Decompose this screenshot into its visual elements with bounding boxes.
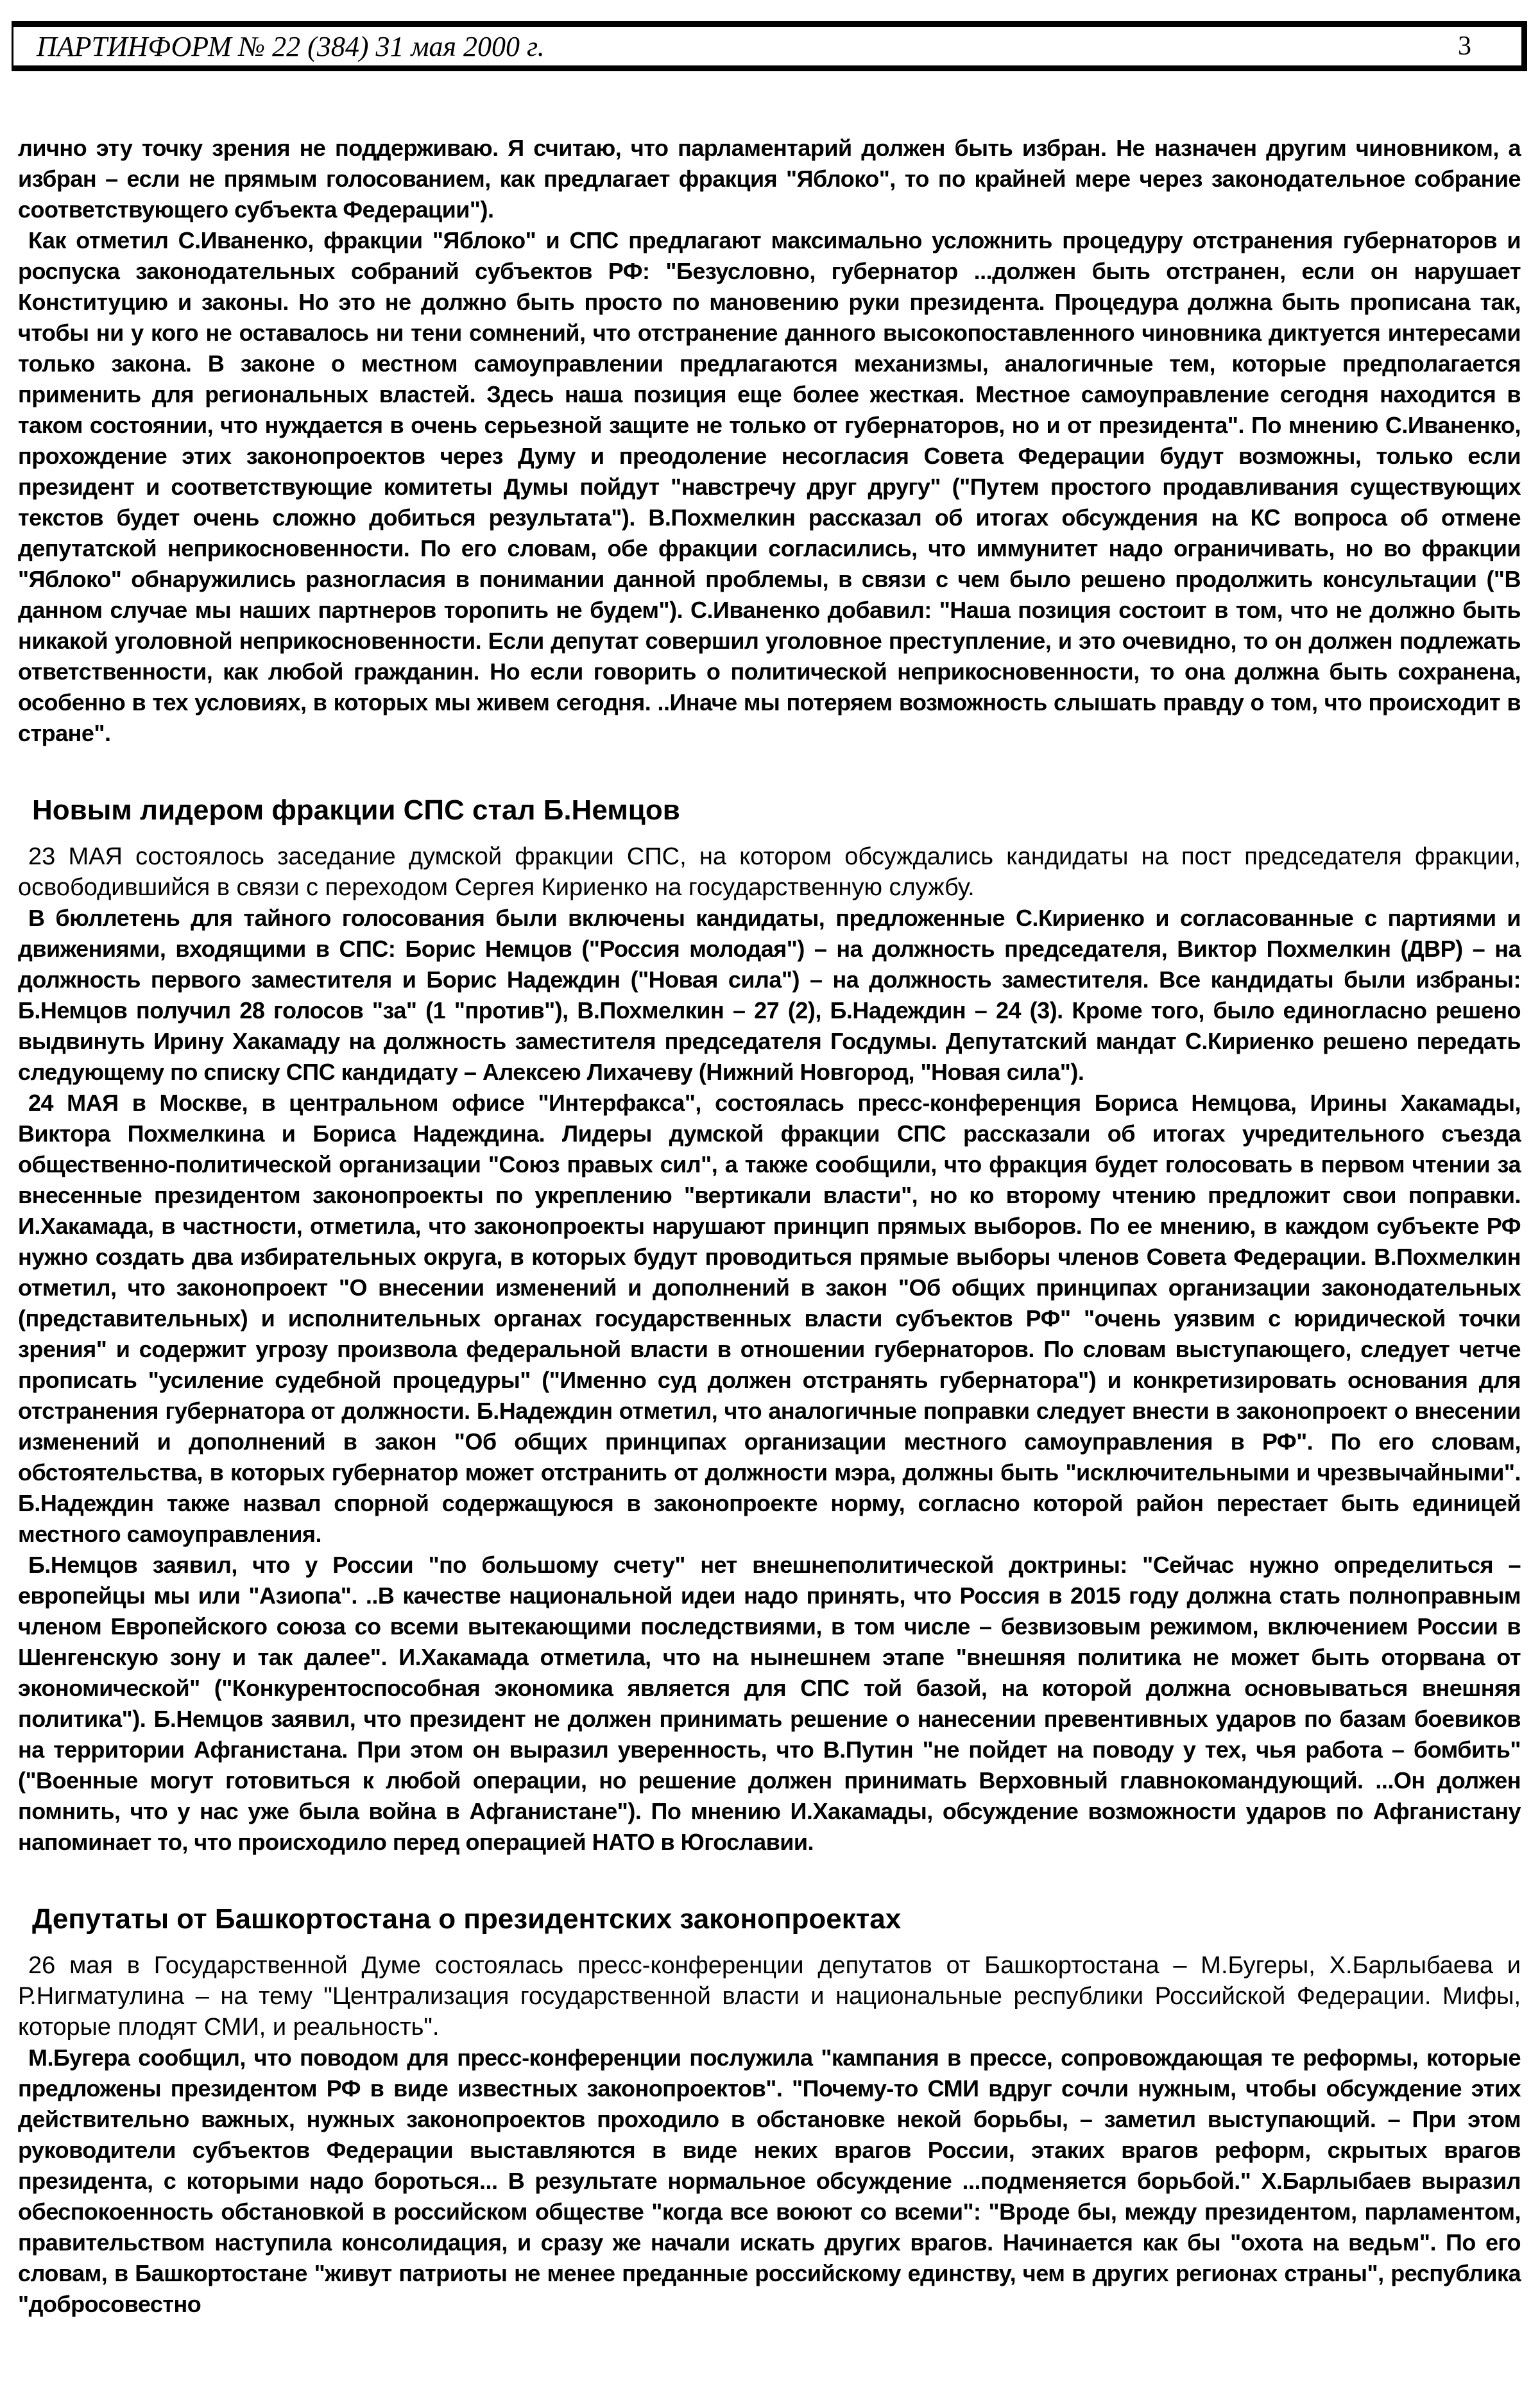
page-number: 3 <box>1458 31 1471 61</box>
body-paragraph: Б.Немцов заявил, что у России "по большому счету" нет внешнеполитической доктрины: "Сейчас нужно определиться – европейцы мы или "Азиопа". ..В качестве национальной идеи надо принять, что Россия в 2015 году должна стать полноправным членом Европейского союза со всеми вытекающими последствиями, в том числе – безвизовым режимом, включением России в Шенгенскую зону и так далее". И.Хакамада отметила, что на нынешнем этапе "внешняя политика не может быть оторвана от экономической" ("Конкурентоспособная экономика является для СПС той базой, на которой должна основываться внешняя политика"). Б.Немцов заявил, что президент не должен принимать решение о нанесении превентивных ударов по базам боевиков на территории Афганистана. При этом он выразил уверенность, что В.Путин "не пойдет на поводу у тех, чья работа – бомбить" ("Военные могут готовиться к любой операции, но решение должен принимать Верховный главнокомандующий. ...Он должен помнить, что у нас уже была война в Афганистане"). По мнению И.Хакамады, обсуждение возможности ударов по Афганистану напоминает то, что происходило перед операцией НАТО в Югославии. <box>18 1552 1521 1855</box>
body-paragraph: лично эту точку зрения не поддерживаю. Я считаю, что парламентарий должен быть избран. Не назначен другим чиновником, а избран – если не прямым голосованием, как предлагает фракция "Яблоко", то по крайней мере через законодательное собрание соответствующего субъекта Федерации"). <box>18 135 1521 223</box>
intro-paragraph: 23 МАЯ состоялось заседание думской фракции СПС, на котором обсуждались кандидаты на пост председателя фракции, освободившийся в связи с переходом Сергея Кириенко на государственную службу. <box>18 843 1521 901</box>
body-paragraph: М.Бугера сообщил, что поводом для пресс-конференции послужила "кампания в прессе, сопровождающая те реформы, которые предложены президентом РФ в виде известных законопроектов". "Почему-то СМИ вдруг сочли нужным, чтобы обсуждение этих действительно важных, нужных законопроектов проходило в обстановке некой борьбы, – заметил выступающий. – При этом руководители субъектов Федерации выставляются в виде неких врагов России, этаких врагов реформ, скрытых врагов президента, с которыми надо бороться... В результате нормальное обсуждение ...подменяется борьбой." Х.Барлыбаев выразил обеспокоенность обстановкой в российском обществе "когда все воюют со всеми": "Вроде бы, между президентом, парламентом, правительством наступила консолидация, и сразу же начали искать других врагов. Начинается как бы "охота на ведьм". По его словам, в Башкортостане "живут патриоты не менее преданные российскому единству, чем в других регионах страны", республика "добросовестно <box>18 2044 1521 2317</box>
intro-paragraph: 26 мая в Государственной Думе состоялась пресс-конференции депутатов от Башкортостана – М.Бугеры, Х.Барлыбаева и Р.Нигматулина – на тему "Централизация государственной власти и национальные республики Российской Федерации. Мифы, которые плодят СМИ, и реальность". <box>18 1952 1521 2041</box>
article-content <box>18 71 1521 2320</box>
body-paragraph: В бюллетень для тайного голосования были включены кандидаты, предложенные С.Кириенко и согласованные с партиями и движениями, входящими в СПС: Борис Немцов ("Россия молодая") – на должность председателя, Виктор Похмелкин (ДВР) – на должность первого заместителя и Борис Надеждин ("Новая сила") – на должность заместителя. Все кандидаты были избраны: Б.Немцов получил 28 голосов "за" (1 "против"), В.Похмелкин – 27 (2), Б.Надеждин – 24 (3). Кроме того, было единогласно решено выдвинуть Ирину Хакамаду на должность заместителя председателя Госдумы. Депутатский мандат С.Кириенко решено передать следующему по списку СПС кандидату – Алексею Лихачеву (Нижний Новгород, "Новая сила"). <box>18 905 1521 1085</box>
section-heading: Депутаты от Башкортостана о президентских законопроектах <box>32 1903 902 1935</box>
body-paragraph: 24 МАЯ в Москве, в центральном офисе "Интерфакса", состоялась пресс-конференция Бориса Немцова, Ирины Хакамады, Виктора Похмелкина и Бориса Надеждина. Лидеры думской фракции СПС рассказали об итогах учредительного съезда общественно-политической организации "Союз правых сил", а также сообщили, что фракция будет голосовать в первом чтении за внесенные президентом законопроекты по укреплению "вертикали власти", но ко второму чтению предложит свои поправки. И.Хакамада, в частности, отметила, что законопроекты нарушают принцип прямых выборов. По ее мнению, в каждом субъекте РФ нужно создать два избирательных округа, в которых будут проводиться прямые выборы членов Совета Федерации. В.Похмелкин отметил, что законопроект "О внесении изменений и дополнений в закон "Об общих принципах организации законодательных (представительных) и исполнительных органах государственных власти субъектов РФ" "очень уязвим с юридической точки зрения" и содержит угрозу произвола федеральной власти в отношении губернаторов. По словам выступающего, следует четче прописать "усиление судебной процедуры" ("Именно суд должен отстранять губернатора") и конкретизировать основания для отстранения губернатора от должности. Б.Надеждин отметил, что аналогичные поправки следует внести в законопроект о внесении изменений и дополнений в закон "Об общих принципах организации местного самоуправления в РФ". По его словам, обстоятельства, в которых губернатор может отстранить от должности мэра, должны быть "исключительными и чрезвычайными". Б.Надеждин также назвал спорной содержащуюся в законопроекте норму, согласно которой район перестает быть единицей местного самоуправления. <box>18 1090 1521 1547</box>
body-paragraph: Как отметил С.Иваненко, фракции "Яблоко" и СПС предлагают максимально усложнить процедуру отстранения губернаторов и роспуска законодательных собраний субъектов РФ: "Безусловно, губернатор ...должен быть отстранен, если он нарушает Конституцию и законы. Но это не должно быть просто по мановению руки президента. Процедура должна быть прописана так, чтобы ни у кого не оставалось ни тени сомнений, что отстранение данного высокопоставленного чиновника диктуется интересами только закона. В законе о местном самоуправлении предлагаются механизмы, аналогичные тем, которые предполагается применить для региональных властей. Здесь наша позиция еще более жесткая. Местное самоуправление сегодня находится в таком состоянии, что нуждается в очень серьезной защите не только от губернаторов, но и от президента". По мнению С.Иваненко, прохождение этих законопроектов через Думу и преодоление несогласия Совета Федерации будут возможны, только если президент и соответствующие комитеты Думы пойдут "навстречу друг другу" ("Путем простого продавливания существующих текстов будет очень сложно добиться результата"). В.Похмелкин рассказал об итогах обсуждения на КС вопроса об отмене депутатской неприкосновенности. По его словам, обе фракции согласились, что иммунитет надо ограничивать, но во фракции "Яблоко" обнаружились разногласия в понимании данной проблемы, в связи с чем было решено продолжить консультации ("В данном случае мы наших партнеров торопить не будем"). С.Иваненко добавил: "Наша позиция состоит в том, что не должно быть никакой уголовной неприкосновенности. Если депутат совершил уголовное преступление, и это очевидно, то он должен подлежать ответственности, как любой гражданин. Но если говорить о политической неприкосновенности, то она должна быть сохранена, особенно в тех условиях, в которых мы живем сегодня. ..Иначе мы потеряем возможность слышать правду о том, что происходит в стране". <box>18 227 1521 746</box>
section-heading: Новым лидером фракции СПС стал Б.Немцов <box>32 794 680 826</box>
bulletin-title: ПАРТИНФОРМ № 22 (384) 31 мая 2000 г. <box>37 30 545 62</box>
page-header <box>12 21 1527 71</box>
